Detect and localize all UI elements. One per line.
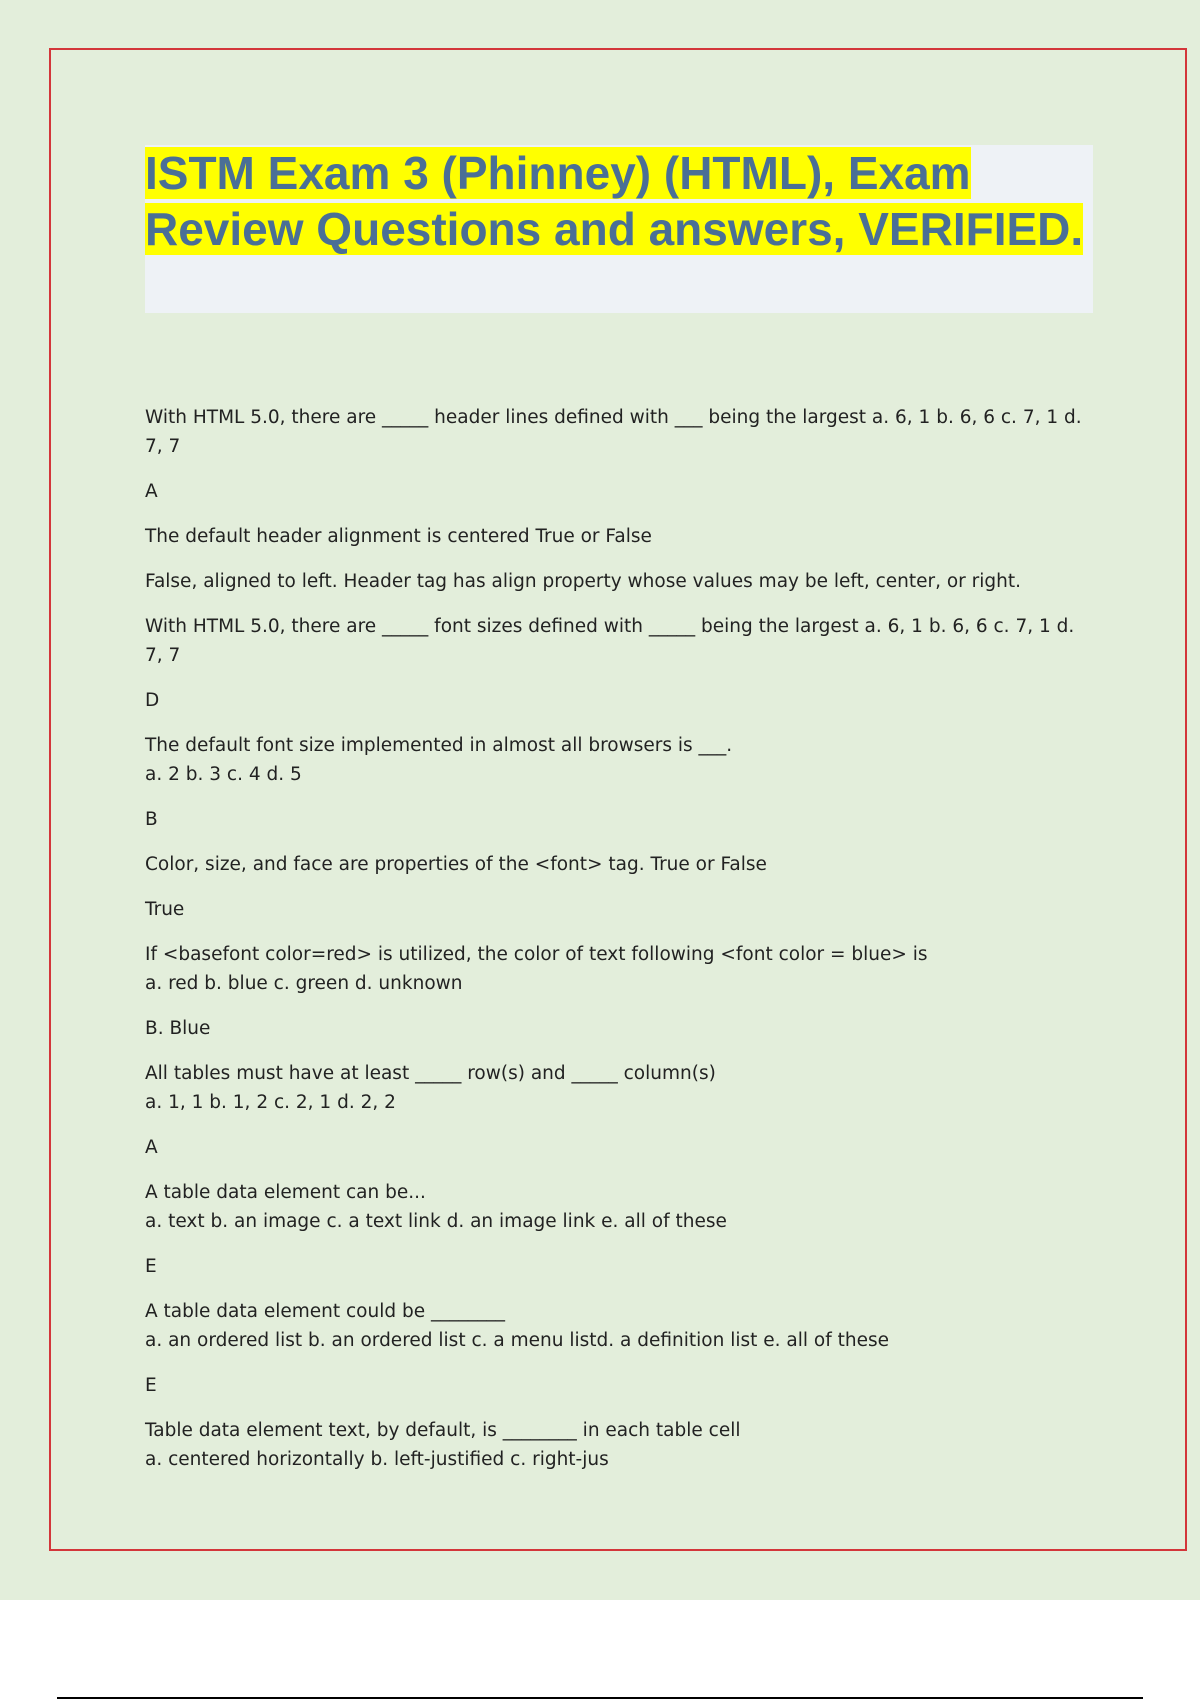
question-options: a. 1, 1 b. 1, 2 c. 2, 1 d. 2, 2 (145, 1092, 396, 1113)
question (145, 522, 1095, 551)
question (145, 403, 1095, 461)
answer: A (145, 481, 158, 502)
question-line: A table data element can be... (145, 1182, 426, 1203)
question-line: Color, size, and face are properties of the <font> tag. True or False (145, 854, 767, 875)
question-line: Table data element text, by default, is ________ in each table cell (145, 1420, 741, 1441)
question (145, 940, 1095, 998)
question-options: a. an ordered list b. an ordered list c. a menu listd. a definition list e. all of these (145, 1330, 889, 1351)
answer: False, aligned to left. Header tag has align property whose values may be left, center, or right. (145, 571, 1022, 592)
qa-content (145, 403, 1095, 1490)
answer: B. Blue (145, 1018, 211, 1039)
question (145, 1178, 1095, 1236)
answer: D (145, 690, 160, 711)
question (145, 1416, 1095, 1474)
question-line: With HTML 5.0, there are _____ header lines defined with ___ being the largest a. 6, 1 b. 6, 6 c. 7, 1 d. 7, 7 (145, 407, 1088, 457)
question-options: a. red b. blue c. green d. unknown (145, 973, 463, 994)
document-title (145, 145, 1093, 257)
question-line: All tables must have at least _____ row(s) and _____ column(s) (145, 1063, 716, 1084)
question (145, 850, 1095, 879)
question-line: If <basefont color=red> is utilized, the color of text following <font color = blue> is (145, 944, 928, 965)
question-options: a. 2 b. 3 c. 4 d. 5 (145, 764, 302, 785)
question-line: A table data element could be ________ (145, 1301, 505, 1322)
question-options: a. centered horizontally b. left-justified c. right-jus (145, 1449, 609, 1470)
question-line: With HTML 5.0, there are _____ font sizes defined with _____ being the largest a. 6, 1 b. 6, 6 c. 7, 1 d. 7, 7 (145, 616, 1081, 666)
answer: A (145, 1137, 158, 1158)
footer-rule (57, 1697, 1143, 1699)
question (145, 1059, 1095, 1117)
question-line: The default header alignment is centered True or False (145, 526, 652, 547)
question-line: The default font size implemented in almost all browsers is ___. (145, 735, 733, 756)
answer: B (145, 809, 158, 830)
answer: E (145, 1375, 157, 1396)
answer: True (145, 899, 185, 920)
question (145, 612, 1095, 670)
question (145, 731, 1095, 789)
question-options: a. text b. an image c. a text link d. an image link e. all of these (145, 1211, 727, 1232)
answer: E (145, 1256, 157, 1277)
title-highlight: ISTM Exam 3 (Phinney) (HTML), Exam Review Questions and answers, VERIFIED. (145, 147, 1084, 255)
question (145, 1297, 1095, 1355)
